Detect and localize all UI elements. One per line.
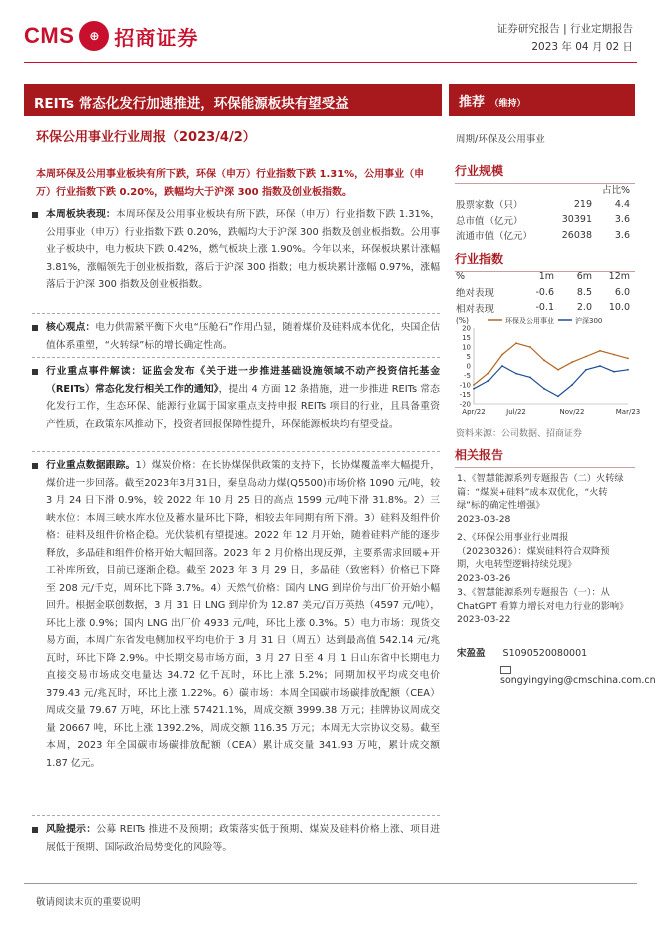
row-value: 26038 — [561, 229, 592, 241]
industry-index-heading: 行业指数 — [455, 250, 635, 272]
row-label: 总市值（亿元） — [456, 215, 523, 227]
row-value: -0.1 — [535, 302, 554, 314]
table-row — [456, 212, 630, 228]
analyst-name: 宋盈盈 — [457, 648, 486, 659]
row-label: 相对表现 — [456, 303, 495, 315]
bullet-key-events — [32, 363, 440, 433]
series-1-point — [487, 380, 489, 382]
series-1-point — [529, 377, 531, 379]
industry-note: 周期/环保及公用事业 — [456, 134, 545, 145]
related-report-title[interactable]: 1、《智慧能源系列专题报告（二）火转绿篇：“煤炭+硅料”成本双优化，“火转绿”标的确定性增强》 — [457, 473, 624, 511]
related-report-date: 2023-03-28 — [457, 513, 511, 525]
row-value: 2.0 — [576, 302, 592, 314]
row-label: 股票家数（只） — [456, 200, 523, 212]
chart-source: 资料来源：公司数据、招商证券 — [456, 429, 583, 439]
row-value: 8.5 — [576, 286, 592, 298]
series-0-point — [529, 346, 531, 348]
table-header-row — [456, 181, 630, 197]
row-value: 10.0 — [608, 302, 630, 314]
series-0-point — [543, 359, 545, 361]
index-performance-chart — [452, 314, 641, 420]
legend-label-1: 沪深300 — [575, 317, 603, 325]
y-tick-label: 0 — [466, 362, 471, 371]
related-report-title[interactable]: 3、《智慧能源系列专题报告（一）：从 ChatGPT 看算力增长对电力行业的影响》 — [457, 587, 629, 612]
bullet-core-view — [32, 319, 440, 354]
col-header: 12m — [608, 271, 630, 283]
x-tick-label: Apr/22 — [462, 408, 486, 416]
related-report-date: 2023-03-22 — [457, 614, 511, 625]
bullet-marker — [32, 463, 38, 469]
bullet-heading: 行业重点数据跟踪。 — [46, 460, 136, 471]
analyst-email-row — [500, 664, 661, 686]
logo-cms-text: CMS — [24, 23, 75, 48]
table-header-row — [456, 269, 630, 285]
series-1-point — [571, 384, 573, 386]
related-report-date: 2023-03-26 — [457, 572, 511, 584]
rating-label: 推荐 — [459, 95, 486, 110]
series-1-point — [585, 369, 587, 371]
y-tick-label: -10 — [459, 381, 471, 390]
series-line-1 — [474, 366, 628, 396]
analyst-info — [457, 645, 587, 659]
y-tick-label: 20 — [462, 324, 471, 333]
series-1-point — [473, 388, 475, 390]
series-line-0 — [474, 343, 628, 385]
footer-divider — [24, 883, 637, 884]
series-0-point — [585, 356, 587, 358]
bullet-heading: 风险提示： — [46, 824, 97, 835]
mail-icon — [500, 666, 511, 674]
bullet-marker — [32, 212, 38, 218]
bullet-marker — [32, 369, 38, 375]
y-tick-label: -5 — [464, 372, 471, 380]
row-value: 219 — [573, 198, 592, 210]
chart-svg — [452, 314, 641, 420]
series-0-point — [501, 354, 503, 356]
table-row — [456, 197, 630, 213]
series-0-point — [487, 373, 489, 375]
col-header: % — [456, 271, 466, 283]
industry-scale-heading: 行业规模 — [455, 162, 635, 184]
series-1-point — [627, 369, 629, 371]
series-0-point — [557, 369, 559, 371]
company-logo — [24, 18, 198, 54]
series-0-point — [599, 350, 601, 352]
logo-cn-text: 招商证券 — [114, 25, 199, 50]
y-tick-label: 15 — [462, 334, 471, 342]
table-row — [456, 228, 630, 244]
series-0-point — [613, 354, 615, 356]
footer-note: 敬请阅读末页的重要说明 — [36, 897, 141, 908]
row-label: 流通市值（亿元） — [456, 231, 533, 243]
series-1-point — [543, 388, 545, 390]
industry-scale-table — [456, 181, 630, 243]
bullet-text: 本周环保及公用事业板块有所下跌，环保（申万）行业指数下跌 1.31%，公用事业（申万）行业指数下跌 0.20%，跌幅均大于沪深 300 指数及创业板指数。公用事业子板块中，电力板块下跌 0.42%，燃气板块上涨 1.90%。今年以来，环保板块累计涨幅 3.81%，涨幅领先于创业板指数，落后于沪深 300 指数；电力板块累计涨幅 0.97%，涨幅落后于沪深 300 指数及创业板指数。 — [46, 209, 440, 290]
divider — [32, 815, 440, 816]
related-reports-heading: 相关报告 — [455, 446, 635, 468]
bullet-marker — [32, 827, 38, 833]
series-0-point — [627, 358, 629, 360]
col-header: 1m — [538, 271, 554, 283]
industry-index-table — [456, 269, 630, 316]
row-pct: 3.6 — [614, 214, 630, 226]
x-tick-label: Mar/23 — [615, 408, 641, 416]
related-report-title[interactable]: 2、《环保公用事业行业周报（20230326）：煤炭硅料符合双降预期，火电转型逻辑持续兑现》 — [457, 532, 610, 570]
bullet-weekly-performance — [32, 206, 440, 294]
row-value: -0.6 — [535, 286, 554, 298]
report-type: 证券研究报告 | 行业定期报告 — [496, 23, 633, 35]
series-1-point — [599, 365, 601, 367]
report-meta — [497, 20, 633, 56]
series-1-point — [613, 371, 615, 373]
y-tick-label: 5 — [466, 353, 471, 361]
divider — [32, 357, 440, 358]
y-tick-label: 10 — [462, 343, 471, 352]
pct-column-header: 占比% — [601, 184, 630, 196]
rating-status: （维持） — [489, 99, 526, 109]
divider — [32, 451, 440, 452]
summary-paragraph: 本周环保及公用事业板块有所下跌，环保（申万）行业指数下跌 1.31%，公用事业（申万）行业指数下跌 0.20%，跌幅均大于沪深 300 指数及创业板指数。 — [36, 169, 425, 198]
y-axis-label: (%) — [456, 316, 469, 325]
y-tick-label: -15 — [459, 391, 471, 399]
report-subtitle: 环保公用事业行业周报（2023/4/2） — [36, 130, 256, 145]
series-1-point — [557, 396, 559, 398]
bullet-heading: 核心观点： — [46, 322, 96, 333]
row-value: 6.0 — [614, 286, 630, 298]
report-title: REITs 常态化发行加速推进，环保能源板块有望受益 — [24, 84, 442, 116]
bullet-subheading: 证监会发布《关于进一步推进基础设施领域不动产投资信托基金（REITs）常态化发行相关工作的通知》 — [46, 366, 441, 395]
row-label: 绝对表现 — [456, 288, 495, 300]
header-divider — [24, 62, 637, 63]
x-tick-label: Nov/22 — [559, 408, 585, 416]
analyst-cert: S1090520080001 — [502, 648, 588, 659]
related-report-item — [457, 531, 627, 585]
row-value: 30391 — [561, 214, 592, 226]
bullet-text: ，提出 4 方面 12 条措施，进一步推进 REITs 常态化发行工作，生态环保、能源行业属于国家重点支持申报 REITs 项目的行业，且具备重资产性质，在政策东风推动下，投资者回报保障性提升，环保能源板块均有望受益。 — [46, 383, 440, 430]
related-report-item — [457, 586, 627, 627]
series-1-point — [501, 365, 503, 367]
bullet-text: 1）煤炭价格：在长协煤保供政策的支持下，长协煤覆盖率大幅提升，煤价进一步回落。截至2023年3月31日，秦皇岛动力煤(Q5500)市场价格 1090 元/吨，较 3 月 24 日下滑 0.9%，较 2022 年 10 月 25 日的高点 1599 元/吨下滑 31.8%。2）三峡水位：本周三峡水库水位及蓄水量环比下降，相较去年同期有所下滑。3）硅料及组件价格：硅料及组件价格企稳。光伏装机有望提速。2022 年 12 月开始，随着硅料产能的逐步释放，多晶硅和组件价格开始大幅回落。2023 年 2 月价格出现反弹，主要系需求回暖+开工补库所致，目前已逐渐企稳。截至 2023 年 3 月 29 日，多晶硅（致密料）价格已下降至 208 元/千克，周环比下降 3.7%。4）天然气价格：国内 LNG 到岸价与出厂价开始小幅回升。根据金联创数据，3 月 31 日 LNG 到岸价为 12.87 美元/百万英热（4597 元/吨），环比上涨 0.9%；国内 LNG 出厂价 4933 元/吨，环比上涨 0.3%。5）电力市场：现货交易方面，本周广东省发电侧加权平均电价于 3 月 31 日（周五）达到最高值 542.14 元/兆瓦时，环比下降 2.9%。中长期交易市场方面，3 月 27 日至 4 月 1 日山东省中长期电力直接交易市场成交电量达 34.72 亿千瓦时，环比上涨 5.2%；同期加权平均成交电价 379.43 元/兆瓦时，环比上涨 1.22%。6）碳市场：本周全国碳市场碳排放配额（CEA）周成交量 79.67 万吨，环比上涨 57421.1%，周成交额 3999.38 万元；挂牌协议周成交量 20667 吨，环比上涨 1392.2%，周成交额 116.35 万元；本周无大宗协议交易。截至本周，2023 年全国碳市场碳排放配额（CEA）累计成交量 341.93 万吨，累计成交额 1.87 亿元。 — [46, 460, 440, 769]
logo-emblem-icon: ⊕ — [79, 21, 109, 51]
rating-badge — [449, 84, 635, 116]
related-report-item — [457, 472, 627, 526]
bullet-risk-warning — [32, 821, 440, 856]
row-pct: 3.6 — [614, 229, 630, 241]
legend-label-0: 环保及公用事业 — [505, 317, 554, 325]
col-header: 6m — [576, 271, 592, 283]
bullet-marker — [32, 325, 38, 331]
bullet-text: 公募 REITs 推进不及预期；政策落实低于预期、煤炭及硅料价格上涨、项目进展低于预期、国际政治局势变化的风险等。 — [46, 824, 441, 853]
table-row — [456, 285, 630, 301]
bullet-heading: 行业重点事件解读： — [46, 366, 143, 377]
series-1-point — [515, 373, 517, 375]
row-pct: 4.4 — [614, 198, 630, 210]
bullet-text: 电力供需紧平衡下火电“压舱石”作用凸显，随着煤价及硅料成本优化，央国企估值体系重塑，“火转绿”标的增长确定性高。 — [46, 322, 441, 351]
series-0-point — [571, 361, 573, 363]
bullet-data-tracking — [32, 457, 440, 772]
divider — [32, 313, 440, 314]
bullet-heading: 本周板块表现： — [46, 209, 116, 220]
series-0-point — [473, 384, 475, 386]
series-0-point — [515, 342, 517, 344]
y-tick-label: -20 — [459, 400, 471, 409]
analyst-email[interactable]: songyingying@cmschina.com.cn — [500, 675, 656, 686]
report-date: 2023 年 04 月 02 日 — [531, 41, 633, 53]
x-tick-label: Jul/22 — [506, 408, 526, 416]
